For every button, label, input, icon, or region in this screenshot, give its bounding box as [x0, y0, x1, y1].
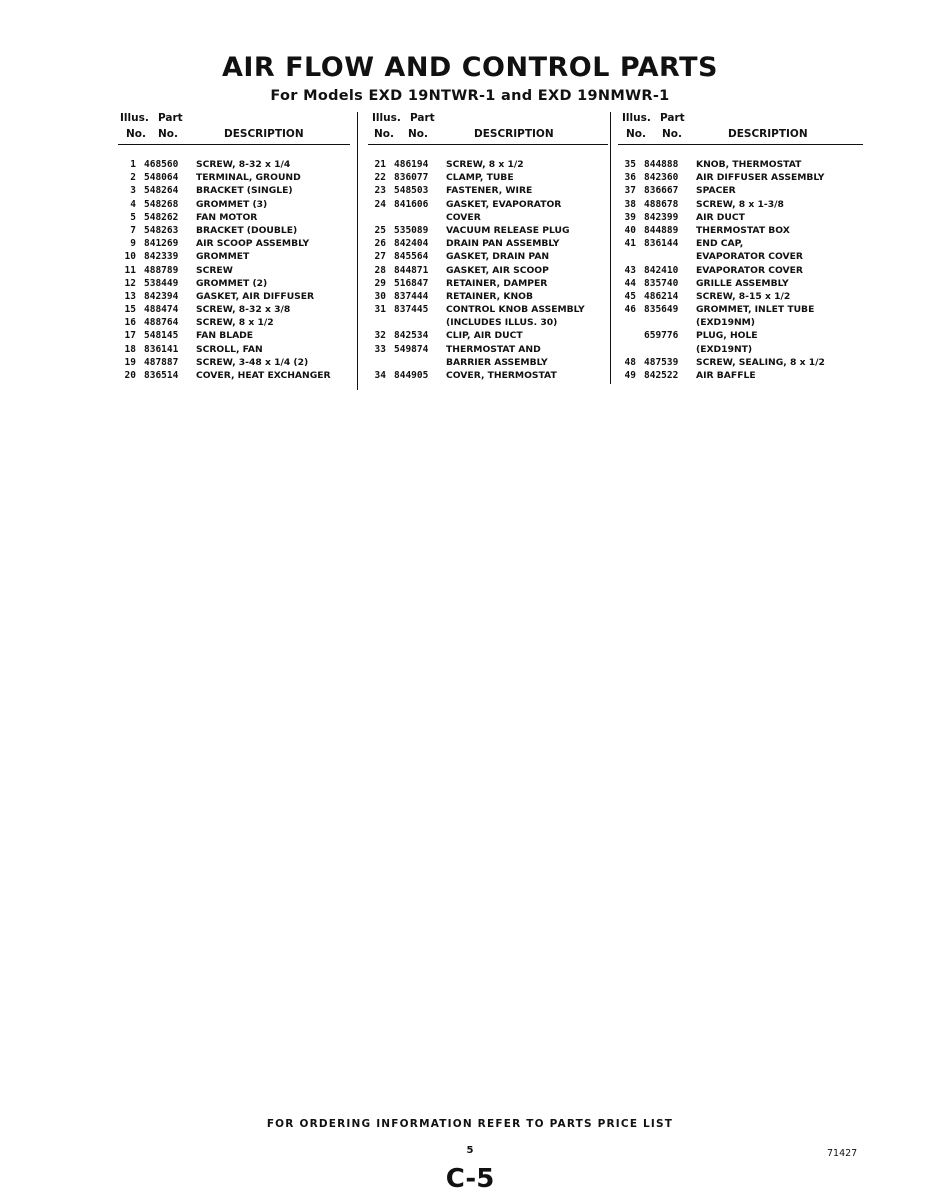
column-divider: [610, 112, 611, 384]
parts-row: [368, 184, 608, 197]
parts-row: [368, 250, 608, 263]
illus-number: 7: [130, 224, 136, 236]
illus-number: 10: [124, 251, 136, 263]
part-description: COVER, THERMOSTAT: [446, 370, 557, 381]
parts-row: [118, 356, 350, 369]
parts-row: [618, 329, 863, 342]
parts-row: [118, 277, 350, 290]
part-description: EVAPORATOR COVER: [696, 264, 804, 276]
illus-number: 44: [624, 277, 636, 289]
part-description: BRACKET (DOUBLE): [196, 224, 298, 236]
part-description: SCREW, 8 x 1/2: [446, 159, 524, 170]
illus-number: 46: [624, 304, 636, 316]
header-rule: [618, 144, 863, 145]
part-description: (INCLUDES ILLUS. 30): [446, 317, 558, 329]
illus-number: 48: [624, 356, 636, 368]
illus-number: 38: [624, 198, 636, 210]
part-number: 659776: [644, 330, 679, 342]
parts-row: [118, 343, 350, 356]
parts-row: [368, 224, 608, 237]
parts-row: [368, 211, 608, 224]
illus-number: 18: [124, 343, 136, 355]
part-number: 486194: [394, 159, 429, 170]
parts-row: [368, 290, 608, 303]
illus-number: 5: [130, 211, 136, 223]
parts-row: [368, 171, 608, 184]
part-description: COVER: [446, 211, 481, 223]
parts-row: [368, 343, 608, 356]
part-number: 548262: [144, 211, 179, 223]
part-description: CLIP, AIR DUCT: [446, 330, 523, 342]
part-number: 488474: [144, 304, 179, 316]
part-number: 835649: [644, 304, 679, 316]
part-number: 842360: [644, 172, 679, 184]
parts-row: [368, 316, 608, 329]
header-rule: [118, 144, 350, 145]
illus-number: 39: [624, 211, 636, 223]
column-header: [618, 112, 863, 142]
parts-row: [368, 198, 608, 211]
part-description: SCREW, 8-32 x 3/8: [196, 304, 291, 316]
illus-number: 11: [124, 264, 136, 276]
parts-row: [368, 356, 608, 369]
header-part: Part: [158, 112, 183, 124]
part-number: 468560: [144, 159, 179, 170]
parts-row: [118, 303, 350, 316]
section-label: C-5: [445, 1164, 495, 1194]
page-title: AIR FLOW AND CONTROL PARTS: [221, 52, 719, 83]
illus-number: 41: [624, 238, 636, 250]
header-no-part: No.: [158, 128, 178, 140]
parts-row: [118, 184, 350, 197]
illus-number: 31: [374, 304, 386, 316]
parts-row: [368, 158, 608, 171]
header-illus: Illus.: [622, 112, 651, 124]
part-description: GROMMET (2): [196, 277, 268, 289]
part-description: BARRIER ASSEMBLY: [446, 356, 548, 368]
parts-row: [618, 316, 863, 329]
header-no-illus: No.: [626, 128, 646, 140]
parts-column-3: [618, 112, 863, 381]
part-number: 535089: [394, 224, 429, 236]
illus-number: 36: [624, 172, 636, 184]
parts-row: [118, 290, 350, 303]
part-description: BRACKET (SINGLE): [196, 185, 293, 197]
parts-row: [618, 250, 863, 263]
parts-row: [368, 369, 608, 382]
parts-row: [368, 329, 608, 342]
column-header: [118, 112, 350, 142]
part-description: (EXD19NM): [696, 317, 756, 329]
part-description: FAN MOTOR: [196, 211, 258, 223]
part-number: 488789: [144, 264, 179, 276]
parts-row: [618, 184, 863, 197]
parts-row: [118, 171, 350, 184]
part-number: 548503: [394, 185, 429, 197]
part-number: 842522: [644, 370, 679, 381]
illus-number: 34: [374, 370, 386, 381]
illus-number: 29: [374, 277, 386, 289]
parts-row: [118, 237, 350, 250]
header-no-illus: No.: [374, 128, 394, 140]
page-number: 5: [466, 1145, 474, 1156]
column-header: [368, 112, 608, 142]
column-divider: [357, 112, 358, 390]
part-number: 836144: [644, 238, 679, 250]
part-number: 844888: [644, 159, 679, 170]
illus-number: 22: [374, 172, 386, 184]
part-number: 516847: [394, 277, 429, 289]
illus-number: 43: [624, 264, 636, 276]
part-description: GASKET, EVAPORATOR: [446, 198, 562, 210]
illus-number: 2: [130, 172, 136, 184]
parts-row: [118, 329, 350, 342]
illus-number: 45: [624, 290, 636, 302]
part-number: 487887: [144, 356, 179, 368]
part-description: SCREW, 8 x 1-3/8: [696, 198, 784, 210]
illus-number: 1: [130, 159, 136, 170]
part-description: GRILLE ASSEMBLY: [696, 277, 789, 289]
parts-row: [618, 158, 863, 171]
parts-row: [118, 369, 350, 382]
parts-row: [118, 211, 350, 224]
illus-number: 20: [124, 370, 136, 381]
part-number: 842534: [394, 330, 429, 342]
part-description: GROMMET: [196, 251, 250, 263]
illus-number: 27: [374, 251, 386, 263]
illus-number: 49: [624, 370, 636, 381]
part-description: SCREW, SEALING, 8 x 1/2: [696, 356, 825, 368]
part-description: GASKET, AIR DIFFUSER: [196, 290, 315, 302]
part-description: SPACER: [696, 185, 736, 197]
part-description: VACUUM RELEASE PLUG: [446, 224, 570, 236]
header-part: Part: [660, 112, 685, 124]
parts-row: [618, 171, 863, 184]
part-description: SCROLL, FAN: [196, 343, 263, 355]
part-description: AIR SCOOP ASSEMBLY: [196, 238, 310, 250]
parts-row: [618, 198, 863, 211]
part-number: 488678: [644, 198, 679, 210]
parts-row: [118, 198, 350, 211]
part-description: GASKET, DRAIN PAN: [446, 251, 550, 263]
parts-list: [368, 158, 608, 382]
illus-number: 28: [374, 264, 386, 276]
part-description: KNOB, THERMOSTAT: [696, 159, 802, 170]
part-number: 845564: [394, 251, 429, 263]
part-description: THERMOSTAT BOX: [696, 224, 790, 236]
part-number: 837444: [394, 290, 429, 302]
part-description: END CAP,: [696, 238, 744, 250]
illus-number: 33: [374, 343, 386, 355]
part-number: 538449: [144, 277, 179, 289]
part-description: FASTENER, WIRE: [446, 185, 533, 197]
parts-row: [618, 237, 863, 250]
part-number: 836077: [394, 172, 429, 184]
illus-number: 19: [124, 356, 136, 368]
part-description: AIR DUCT: [696, 211, 745, 223]
part-number: 549874: [394, 343, 429, 355]
parts-row: [368, 277, 608, 290]
illus-number: 26: [374, 238, 386, 250]
header-description: DESCRIPTION: [474, 128, 554, 140]
illus-number: 15: [124, 304, 136, 316]
page-subtitle: For Models EXD 19NTWR-1 and EXD 19NMWR-1: [270, 88, 670, 104]
header-illus: Illus.: [372, 112, 401, 124]
part-number: 842394: [144, 290, 179, 302]
part-number: 488764: [144, 317, 179, 329]
part-description: CLAMP, TUBE: [446, 172, 514, 184]
part-number: 835740: [644, 277, 679, 289]
parts-column-2: [368, 112, 608, 381]
part-number: 841269: [144, 238, 179, 250]
illus-number: 23: [374, 185, 386, 197]
illus-number: 17: [124, 330, 136, 342]
illus-number: 16: [124, 317, 136, 329]
part-number: 842399: [644, 211, 679, 223]
part-number: 548264: [144, 185, 179, 197]
part-description: CONTROL KNOB ASSEMBLY: [446, 304, 585, 316]
part-number: 842404: [394, 238, 429, 250]
part-number: 844905: [394, 370, 429, 381]
document-code: 71427: [827, 1148, 858, 1159]
part-number: 844889: [644, 224, 679, 236]
illus-number: 4: [130, 198, 136, 210]
parts-row: [118, 224, 350, 237]
illus-number: 24: [374, 198, 386, 210]
part-description: DRAIN PAN ASSEMBLY: [446, 238, 560, 250]
part-number: 844871: [394, 264, 429, 276]
part-description: THERMOSTAT AND: [446, 343, 541, 355]
illus-number: 12: [124, 277, 136, 289]
parts-row: [618, 211, 863, 224]
part-description: SCREW, 8-15 x 1/2: [696, 290, 791, 302]
parts-row: [618, 303, 863, 316]
illus-number: 40: [624, 224, 636, 236]
illus-number: 13: [124, 290, 136, 302]
parts-row: [618, 369, 863, 382]
illus-number: 21: [374, 159, 386, 170]
part-number: 842410: [644, 264, 679, 276]
header-no-illus: No.: [126, 128, 146, 140]
part-number: 836514: [144, 370, 179, 381]
parts-row: [368, 264, 608, 277]
parts-row: [618, 277, 863, 290]
illus-number: 32: [374, 330, 386, 342]
part-number: 842339: [144, 251, 179, 263]
illus-number: 35: [624, 159, 636, 170]
part-number: 486214: [644, 290, 679, 302]
part-description: SCREW, 8-32 x 1/4: [196, 159, 291, 170]
part-number: 548145: [144, 330, 179, 342]
illus-number: 37: [624, 185, 636, 197]
header-no-part: No.: [408, 128, 428, 140]
part-description: GROMMET (3): [196, 198, 268, 210]
part-number: 836141: [144, 343, 179, 355]
part-number: 836667: [644, 185, 679, 197]
part-description: RETAINER, KNOB: [446, 290, 533, 302]
part-number: 837445: [394, 304, 429, 316]
header-description: DESCRIPTION: [728, 128, 808, 140]
parts-row: [118, 264, 350, 277]
parts-row: [368, 237, 608, 250]
part-number: 548064: [144, 172, 179, 184]
parts-row: [618, 290, 863, 303]
part-description: PLUG, HOLE: [696, 330, 758, 342]
ordering-note: FOR ORDERING INFORMATION REFER TO PARTS PRICE LIST: [266, 1118, 674, 1130]
part-description: TERMINAL, GROUND: [196, 172, 301, 184]
illus-number: 30: [374, 290, 386, 302]
part-description: RETAINER, DAMPER: [446, 277, 548, 289]
header-no-part: No.: [662, 128, 682, 140]
parts-list: [618, 158, 863, 382]
part-number: 487539: [644, 356, 679, 368]
illus-number: 25: [374, 224, 386, 236]
part-description: SCREW, 8 x 1/2: [196, 317, 274, 329]
parts-row: [118, 316, 350, 329]
parts-list: [118, 158, 350, 382]
part-description: SCREW, 3-48 x 1/4 (2): [196, 356, 309, 368]
parts-row: [368, 303, 608, 316]
header-description: DESCRIPTION: [224, 128, 304, 140]
part-description: GASKET, AIR SCOOP: [446, 264, 549, 276]
illus-number: 3: [130, 185, 136, 197]
illus-number: 9: [130, 238, 136, 250]
part-description: GROMMET, INLET TUBE: [696, 304, 815, 316]
part-number: 548268: [144, 198, 179, 210]
part-description: COVER, HEAT EXCHANGER: [196, 370, 331, 381]
part-description: AIR BAFFLE: [696, 370, 756, 381]
header-illus: Illus.: [120, 112, 149, 124]
part-description: FAN BLADE: [196, 330, 254, 342]
part-description: AIR DIFFUSER ASSEMBLY: [696, 172, 825, 184]
header-part: Part: [410, 112, 435, 124]
part-number: 841606: [394, 198, 429, 210]
parts-row: [618, 356, 863, 369]
part-description: EVAPORATOR COVER: [696, 251, 804, 263]
parts-row: [118, 250, 350, 263]
part-description: SCREW: [196, 264, 233, 276]
parts-row: [618, 264, 863, 277]
part-number: 548263: [144, 224, 179, 236]
parts-row: [118, 158, 350, 171]
header-rule: [368, 144, 608, 145]
part-description: (EXD19NT): [696, 343, 753, 355]
parts-row: [618, 224, 863, 237]
parts-column-1: [118, 112, 350, 381]
parts-row: [618, 343, 863, 356]
